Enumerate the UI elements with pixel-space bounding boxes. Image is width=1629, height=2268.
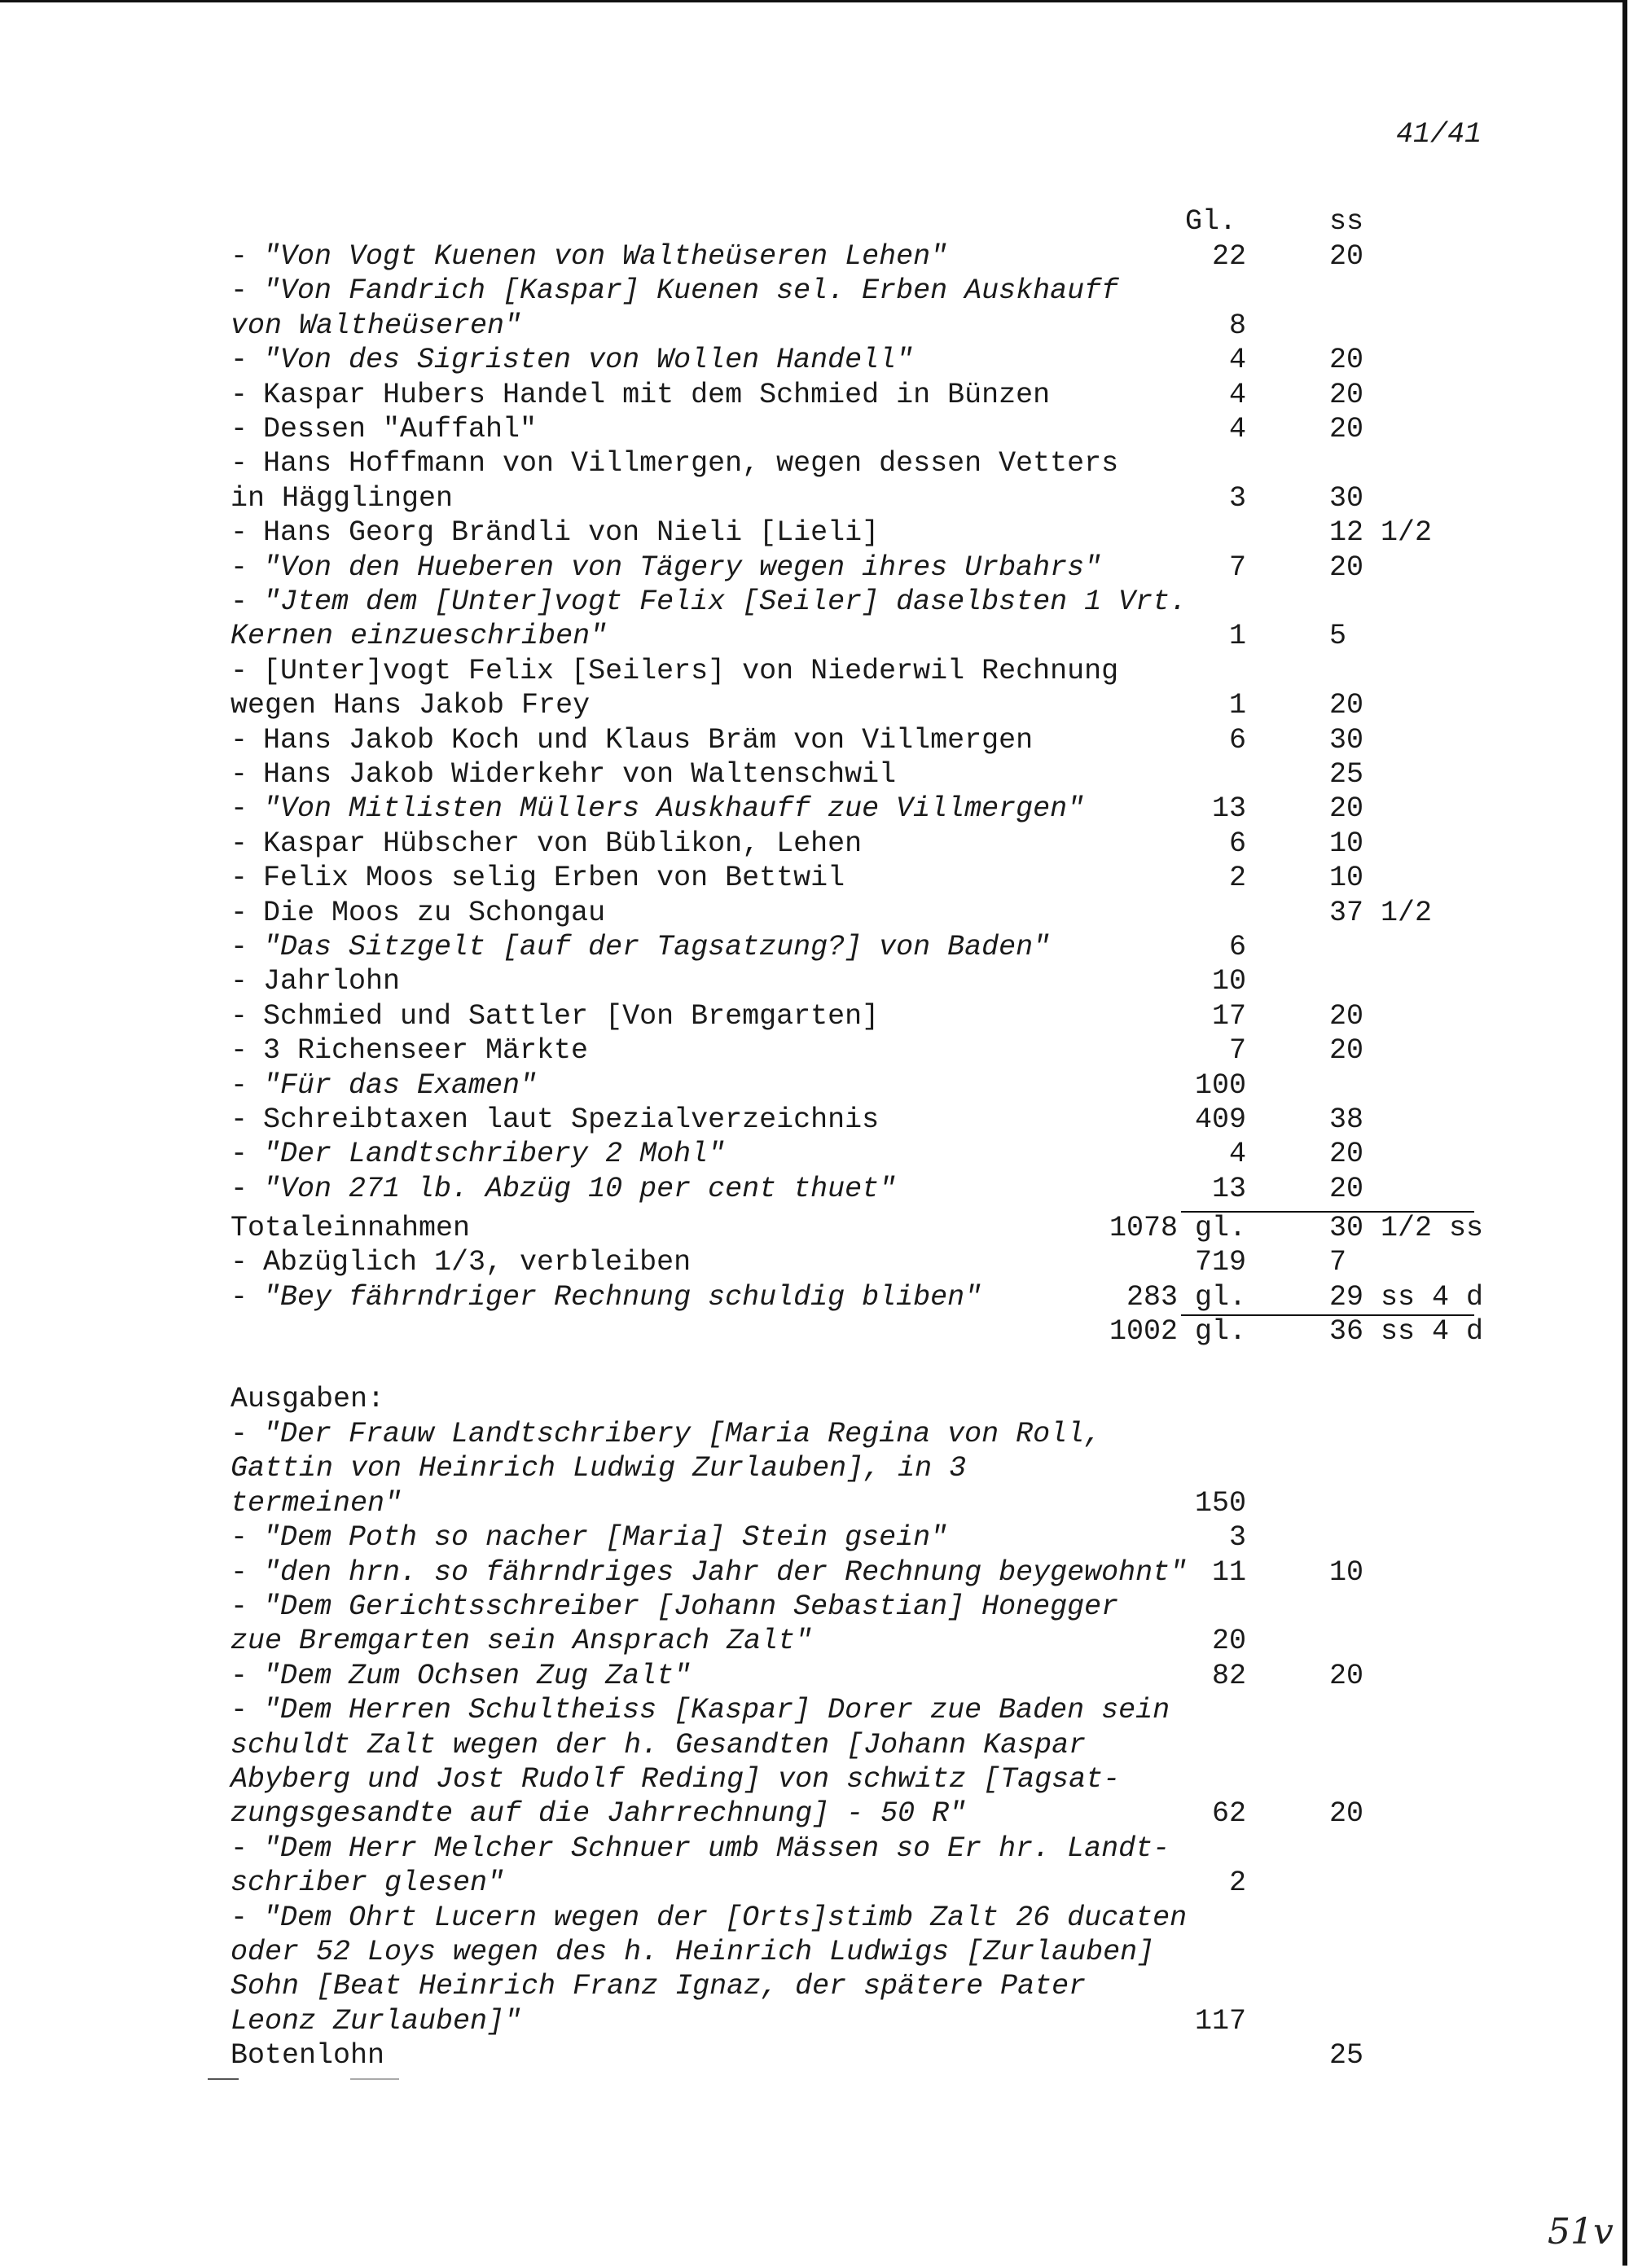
amount-gl: 13 — [1211, 1172, 1246, 1205]
entry-text: "Von Fandrich [Kaspar] Kuenen sel. Erben Auskhauff — [263, 274, 1119, 308]
ledger-row — [0, 2039, 1629, 2073]
dash-bullet: - — [231, 758, 248, 791]
ledger-row — [0, 1797, 1629, 1832]
amount-gl: 150 — [1194, 1486, 1246, 1520]
dash-bullet: - — [231, 1694, 248, 1727]
entry-text: [Unter]vogt Felix [Seilers] von Niederwil Rechnung — [263, 654, 1119, 687]
amount-ss: 29 ss 4 d — [1329, 1280, 1484, 1314]
entry-text: "Von Mitlisten Müllers Auskhauff zue Villmergen" — [263, 792, 1085, 826]
dash-bullet: - — [231, 862, 248, 895]
amount-gl: 6 — [1228, 723, 1246, 757]
entry-text: "Von Vogt Kuenen von Waltheüseren Lehen" — [263, 240, 948, 273]
amount-gl: 7 — [1228, 1034, 1246, 1068]
entry-text: "Dem Herren Schultheiss [Kaspar] Dorer zue Baden sein — [263, 1694, 1170, 1727]
ledger-row — [0, 1487, 1629, 1521]
entry-text: Totaleinnahmen — [231, 1212, 471, 1244]
entry-text: "Von den Hueberen von Tägery wegen ihres Urbahrs" — [263, 551, 1102, 584]
dash-bullet: - — [231, 965, 248, 998]
amount-ss: 10 — [1329, 827, 1364, 860]
entry-text: Abzüglich 1/3, verbleiben — [263, 1246, 692, 1279]
entry-text: termeinen" — [231, 1486, 402, 1520]
ledger-row — [0, 862, 1629, 896]
dash-bullet: - — [231, 1034, 248, 1068]
ledger-row — [0, 516, 1629, 551]
entry-text: "Dem Herr Melcher Schnuer umb Mässen so Er hr. Landt- — [263, 1832, 1170, 1865]
ledger-row — [0, 309, 1629, 344]
amount-ss: 38 — [1329, 1103, 1364, 1136]
ledger-row — [0, 1729, 1629, 1763]
dash-bullet: - — [231, 447, 248, 480]
amount-gl: 6 — [1228, 931, 1246, 963]
entry-text: wegen Hans Jakob Frey — [231, 689, 591, 722]
amount-gl: 6 — [1228, 827, 1246, 860]
entry-text: "Dem Poth so nacher [Maria] Stein gsein" — [263, 1521, 948, 1555]
amount-gl: 2 — [1228, 1867, 1246, 1900]
ledger-row — [0, 1763, 1629, 1797]
ledger-row — [0, 1418, 1629, 1452]
ledger-row — [0, 1936, 1629, 1970]
entry-text: Schmied und Sattler [Von Bremgarten] — [263, 999, 880, 1033]
dash-bullet: - — [231, 1138, 248, 1171]
amount-gl: 8 — [1228, 309, 1246, 342]
dash-bullet: - — [231, 586, 248, 618]
entry-text: "Bey fährndriger Rechnung schuldig bliben" — [263, 1280, 982, 1314]
ledger-row — [0, 724, 1629, 758]
entry-text: Dessen "Auffahl" — [263, 413, 538, 445]
dash-bullet: - — [231, 999, 248, 1033]
ledger-row — [0, 1590, 1629, 1625]
ledger-row — [0, 1212, 1629, 1246]
dash-bullet: - — [231, 551, 248, 584]
ledger-row — [0, 1000, 1629, 1034]
entry-text: zungsgesandte auf die Jahrrechnung] - 50 R" — [231, 1797, 967, 1831]
entry-text: Kaspar Hübscher von Büblikon, Lehen — [263, 827, 863, 860]
dash-bullet: - — [231, 654, 248, 687]
amount-gl: 283 gl. — [1126, 1280, 1246, 1314]
entry-text: schuldt Zalt wegen der h. Gesandten [Johann Kaspar — [231, 1728, 1087, 1761]
entry-text: "Dem Gerichtsschreiber [Johann Sebastian] Honegger — [263, 1590, 1119, 1623]
amount-ss: 20 — [1329, 689, 1364, 722]
dash-bullet: - — [231, 1172, 248, 1205]
ledger-row — [0, 1103, 1629, 1138]
amount-ss: 20 — [1329, 551, 1364, 584]
ledger-row — [0, 1281, 1629, 1315]
entry-text: "Jtem dem [Unter]vogt Felix [Seiler] daselbsten 1 Vrt. — [263, 586, 1188, 618]
dash-bullet: - — [231, 1832, 248, 1865]
amount-ss: 20 — [1329, 344, 1364, 377]
entry-text: "Von des Sigristen von Wollen Handell" — [263, 344, 914, 377]
scan-artifact — [208, 2078, 239, 2080]
ledger-row — [0, 1832, 1629, 1867]
dash-bullet: - — [231, 1246, 248, 1279]
entry-text: schriber glesen" — [231, 1867, 505, 1900]
amount-gl: 1078 gl. — [1109, 1212, 1246, 1244]
entry-text: Die Moos zu Schongau — [263, 896, 606, 929]
amount-ss: 37 1/2 — [1329, 896, 1433, 929]
dash-bullet: - — [231, 1418, 248, 1450]
amount-ss: 20 — [1329, 1797, 1364, 1831]
amount-ss: 10 — [1329, 862, 1364, 895]
entry-text: Kernen einzueschriben" — [231, 620, 608, 653]
amount-gl: 1 — [1228, 620, 1246, 653]
amount-ss: 20 — [1329, 240, 1364, 273]
amount-ss: 10 — [1329, 1555, 1364, 1589]
entry-text: Gattin von Heinrich Ludwig Zurlauben], in 3 — [231, 1452, 967, 1485]
entry-text: "Der Frauw Landtschribery [Maria Regina von Roll, — [263, 1418, 1102, 1450]
ledger-row — [0, 1521, 1629, 1555]
amount-gl: 2 — [1228, 862, 1246, 895]
ledger-row — [0, 1556, 1629, 1590]
ledger-row — [0, 1069, 1629, 1103]
amount-gl: 3 — [1228, 1521, 1246, 1555]
dash-bullet: - — [231, 931, 248, 963]
ledger-row — [0, 931, 1629, 965]
ledger-row — [0, 655, 1629, 689]
ledger-row — [0, 1694, 1629, 1728]
entry-text: Kaspar Hubers Handel mit dem Schmied in Bünzen — [263, 378, 1051, 411]
entry-text: 3 Richenseer Märkte — [263, 1034, 589, 1068]
amount-ss: 30 1/2 ss — [1329, 1212, 1484, 1244]
total-rule — [1181, 1314, 1474, 1316]
entry-text: Hans Jakob Widerkehr von Waltenschwil — [263, 758, 897, 791]
amount-gl: 4 — [1228, 378, 1246, 411]
amount-gl: 117 — [1194, 2004, 1246, 2038]
ledger-row — [0, 344, 1629, 378]
amount-gl: 10 — [1211, 965, 1246, 998]
amount-ss: 25 — [1329, 758, 1364, 791]
amount-ss: 20 — [1329, 1138, 1364, 1171]
ledger-row — [0, 240, 1629, 274]
entry-text: Schreibtaxen laut Spezialverzeichnis — [263, 1103, 880, 1136]
dash-bullet: - — [231, 1590, 248, 1623]
ledger-row — [0, 689, 1629, 723]
amount-gl: 100 — [1194, 1068, 1246, 1102]
ledger-row — [0, 1173, 1629, 1207]
entry-text: "Der Landtschribery 2 Mohl" — [263, 1138, 726, 1171]
amount-ss: 36 ss 4 d — [1329, 1315, 1484, 1349]
amount-gl: 13 — [1211, 792, 1246, 826]
dash-bullet: - — [231, 827, 248, 860]
dash-bullet: - — [231, 378, 248, 411]
ledger-row — [0, 1660, 1629, 1694]
amount-gl: 22 — [1211, 240, 1246, 273]
ledger-row — [0, 1452, 1629, 1486]
dash-bullet: - — [231, 1521, 248, 1555]
dash-bullet: - — [231, 1280, 248, 1314]
amount-gl: 7 — [1228, 551, 1246, 584]
ledger-row — [0, 1138, 1629, 1172]
entry-text: in Hägglingen — [231, 481, 454, 515]
entry-text: Hans Georg Brändli von Nieli [Lieli] — [263, 516, 880, 550]
ledger-row — [0, 2005, 1629, 2039]
amount-ss: 30 — [1329, 723, 1364, 757]
amount-ss: 20 — [1329, 1172, 1364, 1205]
entry-text: zue Bremgarten sein Ansprach Zalt" — [231, 1625, 813, 1658]
dash-bullet: - — [231, 1901, 248, 1934]
amount-gl: 62 — [1211, 1797, 1246, 1831]
dash-bullet: - — [231, 1068, 248, 1102]
entry-text: oder 52 Loys wegen des h. Heinrich Ludwigs [Zurlauben] — [231, 1936, 1155, 1968]
ausgaben-heading: Ausgaben: — [231, 1383, 385, 1415]
entry-text: "den hrn. so fährndriges Jahr der Rechnung beygewohnt" — [263, 1555, 1188, 1589]
subtotal-rule — [1181, 1211, 1474, 1213]
handwritten-folio-mark: 51v — [1548, 2211, 1614, 2253]
ledger-row — [0, 827, 1629, 862]
dash-bullet: - — [231, 1555, 248, 1589]
amount-ss: 25 — [1329, 2039, 1364, 2073]
entry-text: "Für das Examen" — [263, 1068, 538, 1102]
page-number: 41/41 — [1396, 118, 1482, 151]
amount-gl: 3 — [1228, 481, 1246, 515]
ledger-row — [0, 897, 1629, 931]
ledger-row — [0, 413, 1629, 447]
dash-bullet: - — [231, 344, 248, 377]
dash-bullet: - — [231, 413, 248, 445]
amount-gl: 409 — [1194, 1103, 1246, 1136]
column-header-ss: ss — [1329, 205, 1364, 238]
dash-bullet: - — [231, 896, 248, 929]
ledger-row — [0, 965, 1629, 999]
ledger-row — [0, 482, 1629, 516]
ledger-row — [0, 586, 1629, 620]
entry-text: Sohn [Beat Heinrich Franz Ignaz, der spätere Pater — [231, 1970, 1087, 2003]
amount-ss: 20 — [1329, 999, 1364, 1033]
amount-ss: 12 1/2 — [1329, 516, 1433, 550]
entry-text: "Das Sitzgelt [auf der Tagsatzung?] von Baden" — [263, 931, 1051, 963]
amount-gl: 11 — [1211, 1555, 1246, 1589]
entry-text: Hans Hoffmann von Villmergen, wegen dessen Vetters — [263, 447, 1119, 480]
dash-bullet: - — [231, 792, 248, 826]
dash-bullet: - — [231, 1103, 248, 1136]
amount-ss: 20 — [1329, 1659, 1364, 1692]
ledger-row — [0, 758, 1629, 792]
entry-text: von Waltheüseren" — [231, 309, 522, 342]
ledger-row — [0, 1034, 1629, 1068]
entry-text: Jahrlohn — [263, 965, 401, 998]
ledger-row — [0, 1970, 1629, 2004]
amount-ss: 20 — [1329, 1034, 1364, 1068]
ledger-row — [0, 447, 1629, 481]
ledger-row — [0, 1246, 1629, 1280]
entry-text: Hans Jakob Koch und Klaus Bräm von Villmergen — [263, 723, 1034, 757]
amount-ss: 5 — [1329, 620, 1347, 653]
amount-ss: 30 — [1329, 481, 1364, 515]
scan-artifact — [350, 2078, 399, 2080]
ledger-row — [0, 379, 1629, 413]
ledger-row — [0, 1902, 1629, 1936]
amount-gl: 4 — [1228, 1138, 1246, 1171]
ledger-row — [0, 1625, 1629, 1659]
dash-bullet: - — [231, 274, 248, 308]
amount-gl: 20 — [1211, 1625, 1246, 1658]
ledger-row — [0, 274, 1629, 309]
amount-ss: 7 — [1329, 1246, 1347, 1279]
dash-bullet: - — [231, 516, 248, 550]
amount-ss: 20 — [1329, 413, 1364, 445]
amount-gl: 4 — [1228, 344, 1246, 377]
entry-text: Abyberg und Jost Rudolf Reding] von schwitz [Tagsat- — [231, 1763, 1121, 1796]
amount-ss: 20 — [1329, 378, 1364, 411]
amount-gl: 4 — [1228, 413, 1246, 445]
ledger-row — [0, 1867, 1629, 1901]
ledger-row — [0, 1315, 1629, 1349]
entry-text: "Von 271 lb. Abzüg 10 per cent thuet" — [263, 1172, 897, 1205]
amount-gl: 719 — [1194, 1246, 1246, 1279]
dash-bullet: - — [231, 1659, 248, 1692]
amount-gl: 17 — [1211, 999, 1246, 1033]
entry-text: Leonz Zurlauben]" — [231, 2004, 522, 2038]
dash-bullet: - — [231, 723, 248, 757]
amount-ss: 20 — [1329, 792, 1364, 826]
amount-gl: 82 — [1211, 1659, 1246, 1692]
ledger-row — [0, 551, 1629, 586]
amount-gl: 1 — [1228, 689, 1246, 722]
entry-text: Botenlohn — [231, 2039, 385, 2073]
dash-bullet: - — [231, 240, 248, 273]
amount-gl: 1002 gl. — [1109, 1315, 1246, 1349]
entry-text: Felix Moos selig Erben von Bettwil — [263, 862, 845, 895]
ledger-row — [0, 620, 1629, 654]
column-header-gl: Gl. — [1185, 205, 1237, 238]
ledger-row — [0, 792, 1629, 827]
entry-text: "Dem Zum Ochsen Zug Zalt" — [263, 1659, 692, 1692]
entry-text: "Dem Ohrt Lucern wegen der [Orts]stimb Zalt 26 ducaten — [263, 1901, 1188, 1934]
